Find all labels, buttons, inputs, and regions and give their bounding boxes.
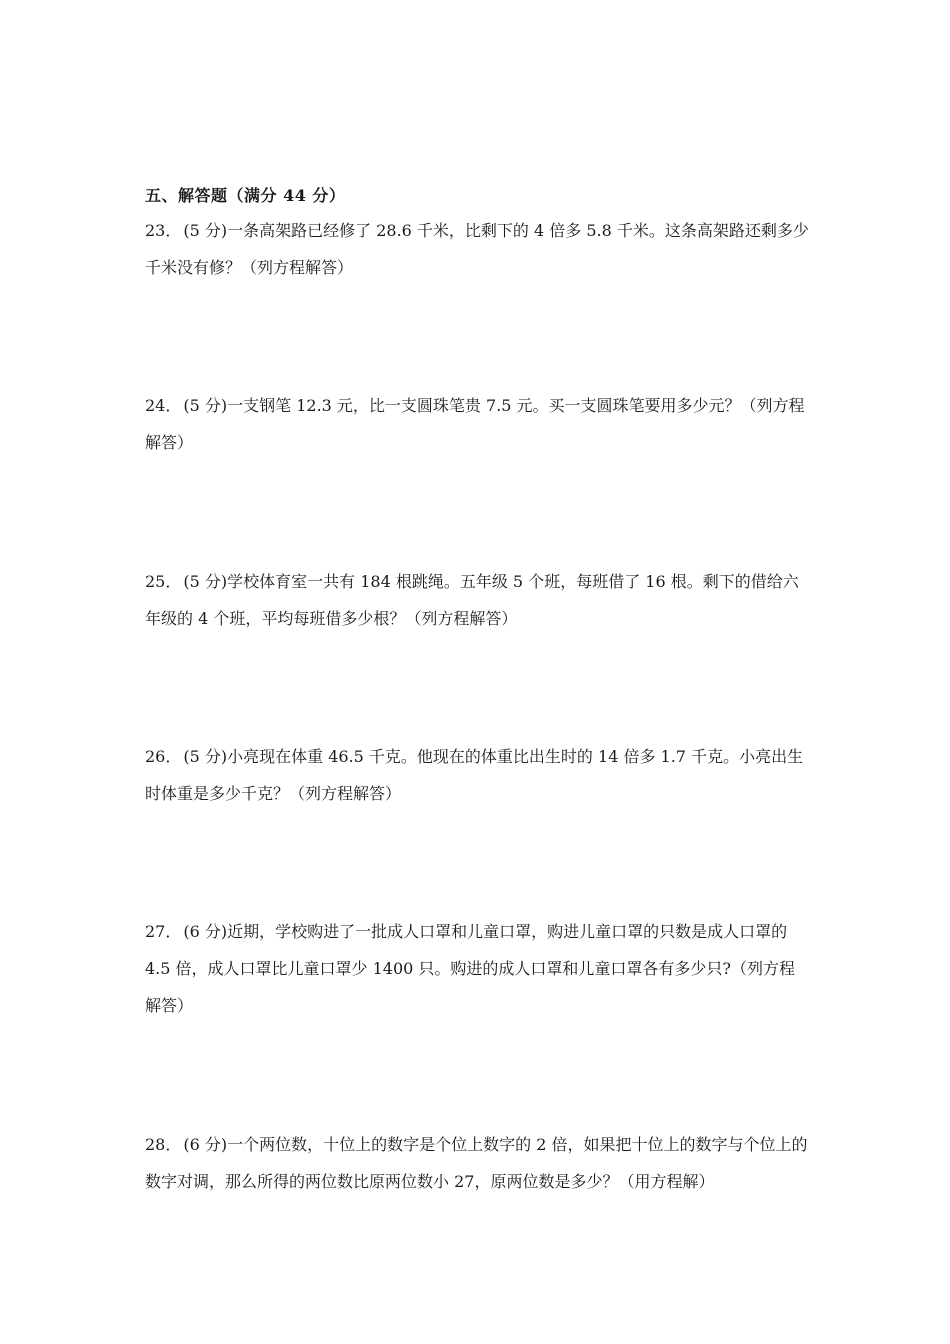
question-number: 24． bbox=[145, 396, 182, 415]
question-text: (5 分)学校体育室一共有 184 根跳绳。五年级 5 个班，每班借了 16 根。剩下的借给六年级的 4 个班，平均每班借多少根？（列方程解答） bbox=[145, 572, 799, 628]
question-28 bbox=[145, 1126, 810, 1200]
question-23 bbox=[145, 212, 810, 286]
question-27 bbox=[145, 913, 810, 1024]
question-26 bbox=[145, 738, 810, 812]
question-number: 25． bbox=[145, 572, 182, 591]
question-text: (5 分)小亮现在体重 46.5 千克。他现在的体重比出生时的 14 倍多 1.7 千克。小亮出生时体重是多少千克？（列方程解答） bbox=[145, 747, 804, 803]
question-text: (6 分)一个两位数，十位上的数字是个位上数字的 2 倍，如果把十位上的数字与个位上的数字对调，那么所得的两位数比原两位数小 27，原两位数是多少？（用方程解） bbox=[145, 1135, 808, 1191]
question-number: 23． bbox=[145, 221, 182, 240]
question-number: 26． bbox=[145, 747, 182, 766]
question-25 bbox=[145, 563, 810, 637]
question-text: (6 分)近期，学校购进了一批成人口罩和儿童口罩，购进儿童口罩的只数是成人口罩的 4.5 倍，成人口罩比儿童口罩少 1400 只。购进的成人口罩和儿童口罩各有多少只?（列方程解答） bbox=[145, 922, 796, 1015]
question-text: (5 分)一支钢笔 12.3 元，比一支圆珠笔贵 7.5 元。买一支圆珠笔要用多少元？（列方程解答） bbox=[145, 396, 805, 452]
question-number: 27． bbox=[145, 922, 182, 941]
question-24 bbox=[145, 387, 810, 461]
section-title: 五、解答题（满分 44 分） bbox=[145, 186, 346, 205]
question-text: (5 分)一条高架路已经修了 28.6 千米，比剩下的 4 倍多 5.8 千米。这条高架路还剩多少千米没有修？（列方程解答） bbox=[145, 221, 809, 277]
question-number: 28． bbox=[145, 1135, 182, 1154]
